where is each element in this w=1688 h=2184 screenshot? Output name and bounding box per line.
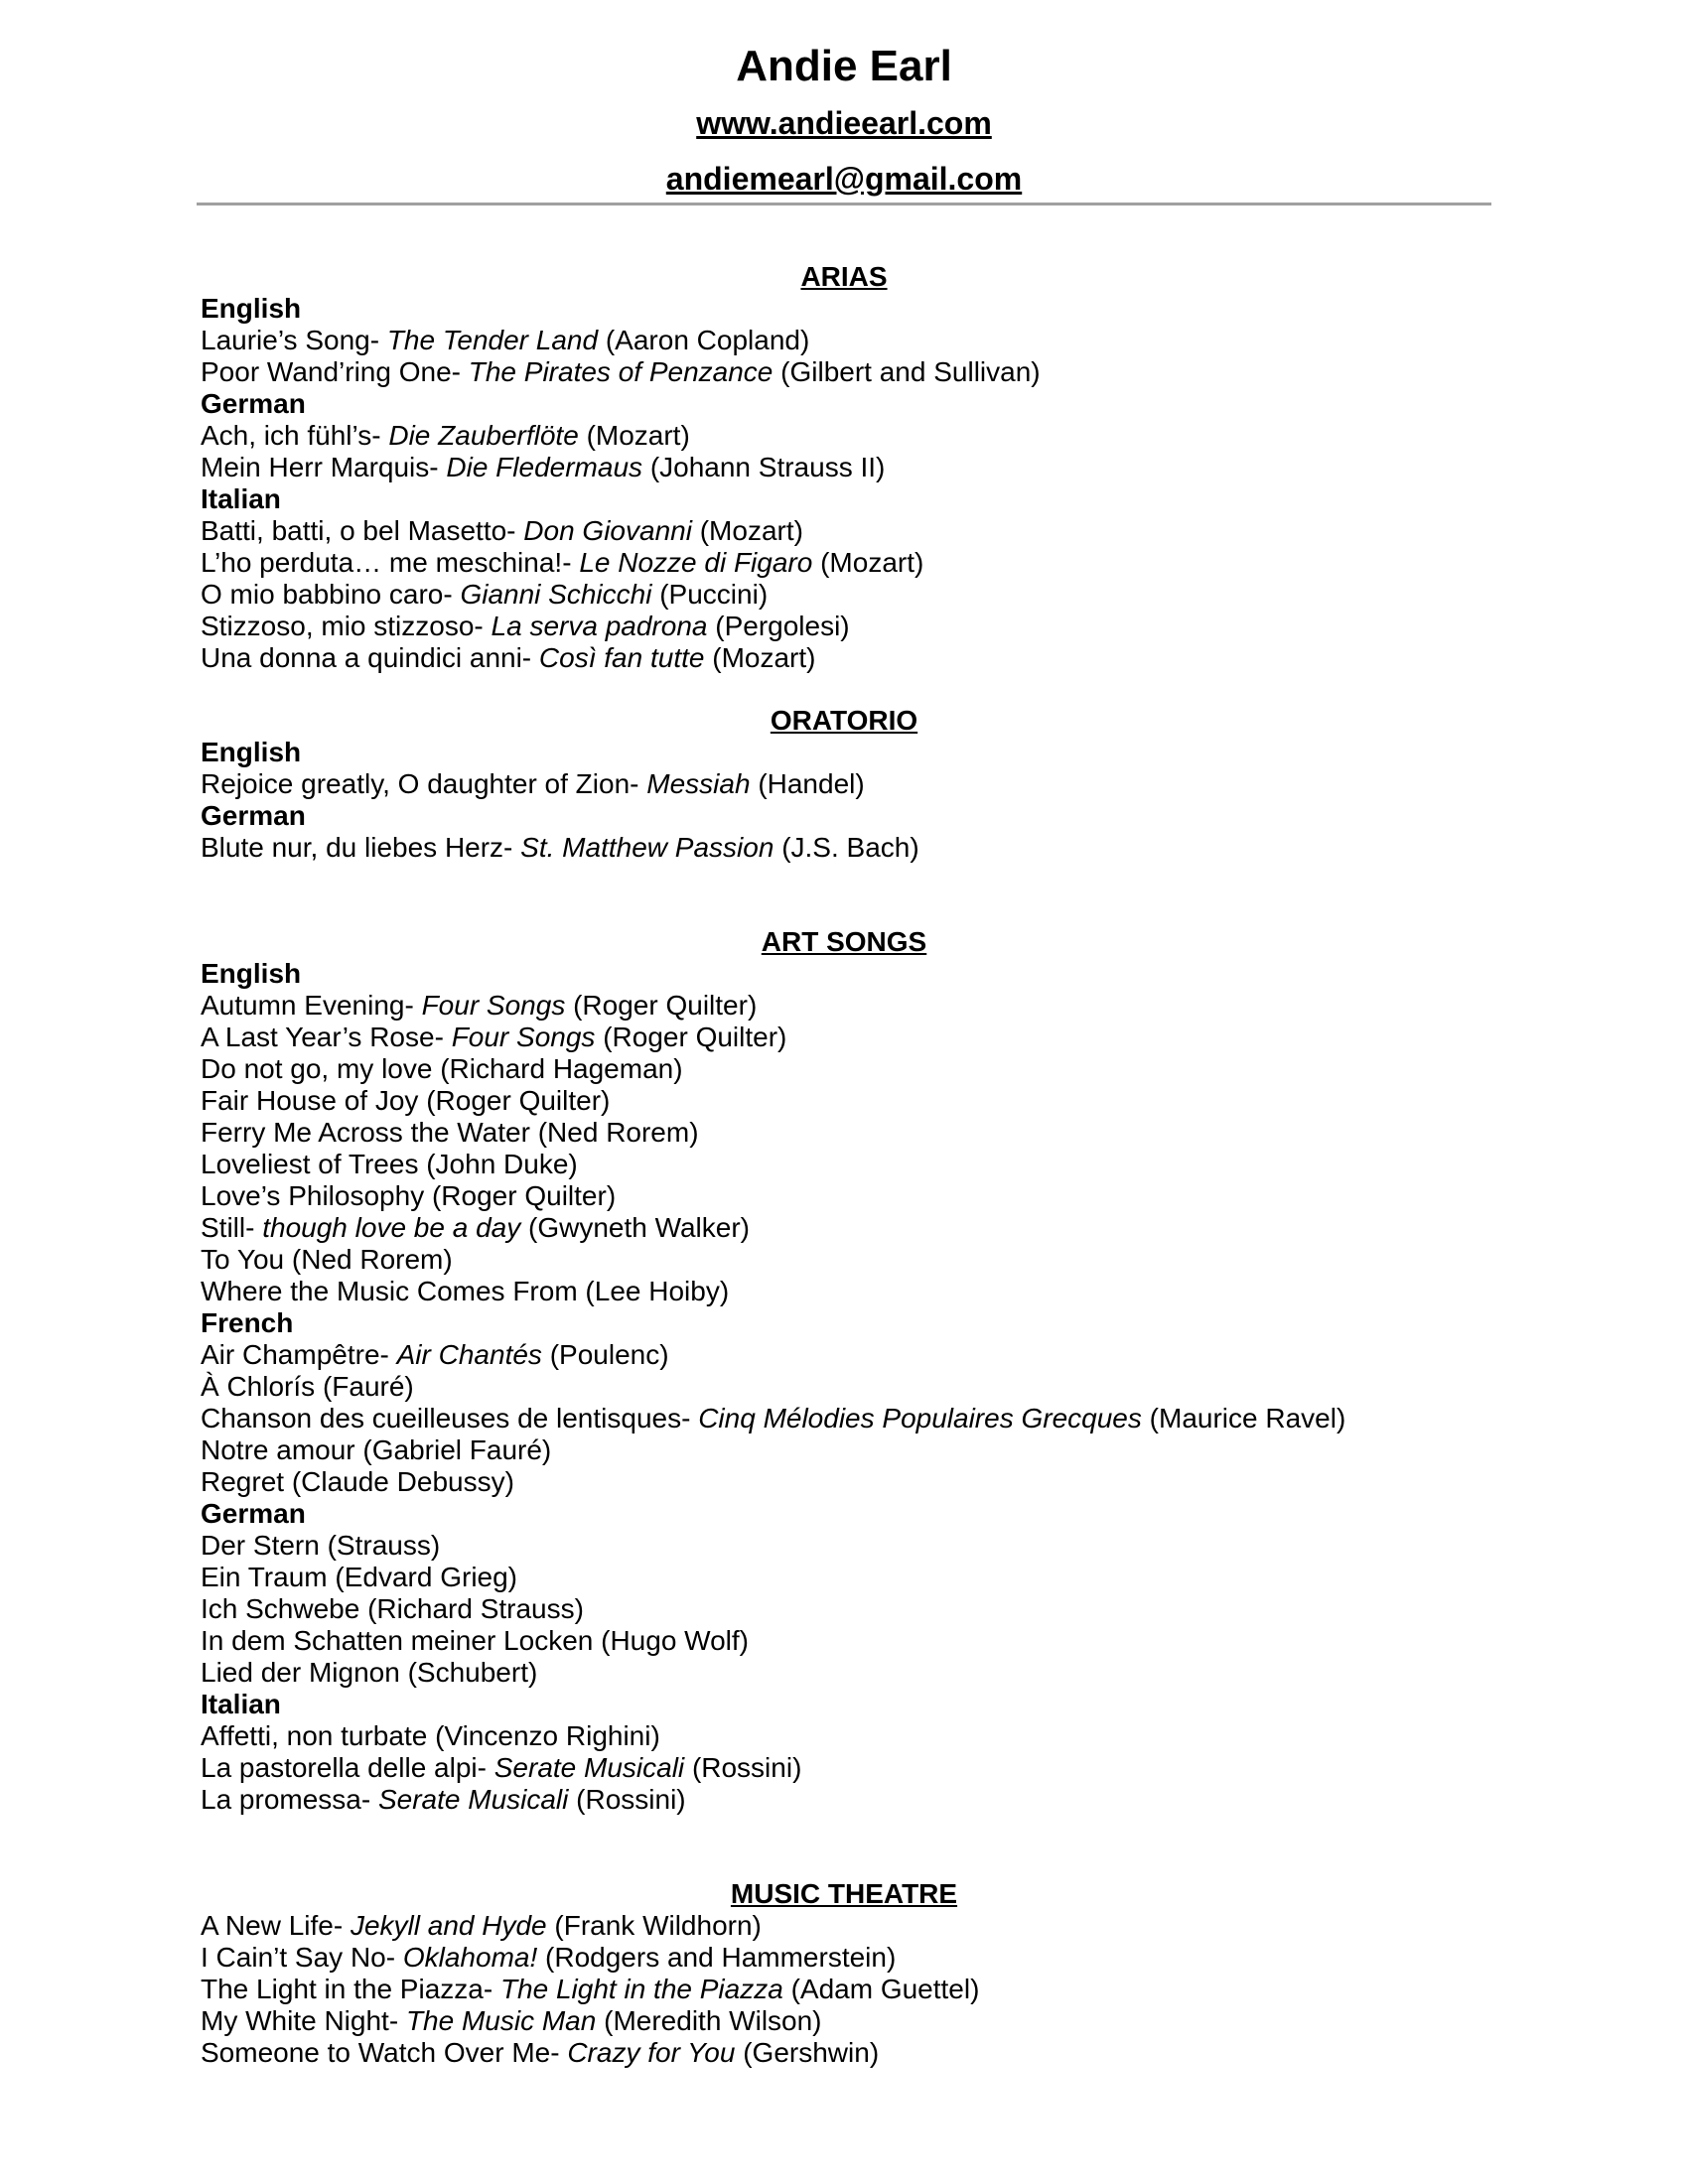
repertoire-entry (201, 1149, 1491, 1180)
work-title: Jekyll and Hyde (350, 1910, 547, 1941)
piece-title: In dem Schatten meiner Locken (201, 1625, 594, 1656)
work-title: Die Zauberflöte (388, 420, 579, 451)
composer: (Johann Strauss II) (649, 452, 886, 482)
piece-title: L’ho perduta… me meschina!- (201, 547, 572, 578)
piece-title: Poor Wand’ring One- (201, 356, 461, 387)
repertoire-entry (201, 1085, 1491, 1117)
website-link[interactable]: www.andieearl.com (696, 105, 992, 141)
piece-title: Someone to Watch Over Me- (201, 2037, 560, 2068)
repertoire-entry (201, 1053, 1491, 1085)
repertoire-entry (201, 1784, 1491, 1816)
repertoire-entry (201, 452, 1491, 483)
section-title: ORATORIO (770, 705, 918, 736)
composer: (Adam Guettel) (790, 1974, 980, 2004)
composer: (J.S. Bach) (781, 832, 919, 863)
piece-title: Ach, ich fühl’s- (201, 420, 381, 451)
composer: (Roger Quilter) (431, 1180, 617, 1211)
repertoire-entry (201, 1752, 1491, 1784)
work-title: Four Songs (451, 1022, 596, 1052)
piece-title: Fair House of Joy (201, 1085, 419, 1116)
composer: (Mozart) (586, 420, 690, 451)
piece-title: I Cain’t Say No- (201, 1942, 396, 1973)
repertoire-entry (201, 611, 1491, 642)
composer: (Aaron Copland) (605, 325, 810, 355)
piece-title: Regret (201, 1466, 285, 1497)
piece-title: O mio babbino caro- (201, 579, 453, 610)
composer: (Mozart) (699, 515, 803, 546)
piece-title: The Light in the Piazza- (201, 1974, 493, 2004)
composer: (Edvard Grieg) (335, 1562, 518, 1592)
repertoire-entry (201, 1180, 1491, 1212)
repertoire-entry (201, 579, 1491, 611)
repertoire-entry (201, 1720, 1491, 1752)
section-spacer (201, 1816, 1491, 1878)
piece-title: Still- (201, 1212, 255, 1243)
language-heading: Italian (201, 1689, 281, 1719)
composer: (Meredith Wilson) (604, 2005, 822, 2036)
composer: (Strauss) (327, 1530, 441, 1561)
repertoire-entry (201, 515, 1491, 547)
composer: (Handel) (758, 768, 865, 799)
work-title: St. Matthew Passion (520, 832, 774, 863)
composer: (Schubert) (407, 1657, 538, 1688)
piece-title: Batti, batti, o bel Masetto- (201, 515, 516, 546)
work-title: Gianni Schicchi (460, 579, 652, 610)
composer: (Maurice Ravel) (1149, 1403, 1346, 1433)
repertoire-entry (201, 1434, 1491, 1466)
email-link[interactable]: andiemearl@gmail.com (665, 161, 1023, 197)
section-title: ART SONGS (761, 926, 927, 957)
composer: (Rossini) (691, 1752, 802, 1783)
piece-title: Der Stern (201, 1530, 320, 1561)
composer: (Gabriel Fauré) (362, 1434, 552, 1465)
repertoire-entry (201, 1244, 1491, 1276)
repertoire-entry (201, 420, 1491, 452)
piece-title: La pastorella delle alpi- (201, 1752, 487, 1783)
piece-title: Lied der Mignon (201, 1657, 400, 1688)
section-spacer (201, 864, 1491, 926)
repertoire-entry (201, 1371, 1491, 1403)
work-title: Così fan tutte (538, 642, 705, 673)
work-title: Messiah (646, 768, 751, 799)
language-heading: Italian (201, 483, 281, 514)
repertoire-entry (201, 2005, 1491, 2037)
work-title: Crazy for You (567, 2037, 736, 2068)
work-title: Don Giovanni (523, 515, 692, 546)
composer: (Gilbert and Sullivan) (780, 356, 1041, 387)
repertoire-entry (201, 325, 1491, 356)
repertoire-entry (201, 1910, 1491, 1942)
work-title: Air Chantés (396, 1339, 542, 1370)
composer: (Frank Wildhorn) (554, 1910, 762, 1941)
composer: (Pergolesi) (715, 611, 850, 641)
repertoire-entry (201, 1593, 1491, 1625)
repertoire-entry (201, 1339, 1491, 1371)
composer: (Richard Hageman) (440, 1053, 683, 1084)
repertoire-entry (201, 1625, 1491, 1657)
piece-title: Do not go, my love (201, 1053, 433, 1084)
composer: (John Duke) (426, 1149, 578, 1179)
composer: (Lee Hoiby) (585, 1276, 730, 1306)
composer: (Mozart) (712, 642, 816, 673)
piece-title: Love’s Philosophy (201, 1180, 425, 1211)
repertoire-list (201, 261, 1491, 2069)
repertoire-entry (201, 1022, 1491, 1053)
composer: (Richard Strauss) (367, 1593, 584, 1624)
language-heading: English (201, 737, 302, 767)
work-title: though love be a day (262, 1212, 521, 1243)
language-heading: English (201, 958, 302, 989)
composer: (Roger Quilter) (573, 990, 758, 1021)
piece-title: Ein Traum (201, 1562, 328, 1592)
composer: (Claude Debussy) (291, 1466, 514, 1497)
resume-header (0, 38, 1688, 206)
piece-title: Rejoice greatly, O daughter of Zion- (201, 768, 639, 799)
composer: (Gershwin) (743, 2037, 880, 2068)
composer: (Rodgers and Hammerstein) (545, 1942, 897, 1973)
piece-title: Air Champêtre- (201, 1339, 389, 1370)
language-heading: German (201, 1498, 306, 1529)
repertoire-entry (201, 1562, 1491, 1593)
piece-title: Notre amour (201, 1434, 355, 1465)
work-title: La serva padrona (491, 611, 708, 641)
performer-name: Andie Earl (736, 42, 952, 90)
composer: (Ned Rorem) (537, 1117, 699, 1148)
work-title: Oklahoma! (402, 1942, 538, 1973)
repertoire-entry (201, 1212, 1491, 1244)
piece-title: Una donna a quindici anni- (201, 642, 532, 673)
piece-title: A Last Year’s Rose- (201, 1022, 444, 1052)
repertoire-entry (201, 1974, 1491, 2005)
composer: (Poulenc) (549, 1339, 669, 1370)
repertoire-entry (201, 1657, 1491, 1689)
language-heading: French (201, 1307, 294, 1338)
repertoire-entry (201, 642, 1491, 674)
repertoire-entry (201, 832, 1491, 864)
work-title: Cinq Mélodies Populaires Grecques (698, 1403, 1142, 1433)
piece-title: Laurie’s Song- (201, 325, 380, 355)
piece-title: La promessa- (201, 1784, 371, 1815)
header-divider (197, 203, 1491, 205)
section-title: ARIAS (800, 261, 888, 292)
repertoire-entry (201, 768, 1491, 800)
piece-title: To You (201, 1244, 285, 1275)
composer: (Fauré) (322, 1371, 414, 1402)
language-heading: English (201, 293, 302, 324)
work-title: The Light in the Piazza (499, 1974, 783, 2004)
piece-title: Where the Music Comes From (201, 1276, 578, 1306)
composer: (Gwyneth Walker) (528, 1212, 751, 1243)
repertoire-entry (201, 1403, 1491, 1434)
repertoire-entry (201, 2037, 1491, 2069)
language-heading: German (201, 800, 306, 831)
composer: (Mozart) (820, 547, 924, 578)
piece-title: Autumn Evening- (201, 990, 414, 1021)
work-title: Serate Musicali (377, 1784, 569, 1815)
work-title: Serate Musicali (493, 1752, 685, 1783)
piece-title: Ich Schwebe (201, 1593, 360, 1624)
language-heading: German (201, 388, 306, 419)
composer: (Ned Rorem) (291, 1244, 453, 1275)
section-spacer (201, 674, 1491, 705)
section-title: MUSIC THEATRE (730, 1878, 958, 1909)
piece-title: Loveliest of Trees (201, 1149, 419, 1179)
work-title: The Tender Land (386, 325, 599, 355)
work-title: The Music Man (405, 2005, 597, 2036)
composer: (Rossini) (576, 1784, 686, 1815)
work-title: The Pirates of Penzance (468, 356, 774, 387)
piece-title: Ferry Me Across the Water (201, 1117, 530, 1148)
work-title: Le Nozze di Figaro (579, 547, 813, 578)
composer: (Roger Quilter) (603, 1022, 787, 1052)
piece-title: Affetti, non turbate (201, 1720, 428, 1751)
composer: (Puccini) (659, 579, 769, 610)
repertoire-entry (201, 1942, 1491, 1974)
piece-title: Stizzoso, mio stizzoso- (201, 611, 484, 641)
work-title: Die Fledermaus (446, 452, 643, 482)
repertoire-entry (201, 990, 1491, 1022)
repertoire-entry (201, 356, 1491, 388)
repertoire-entry (201, 1117, 1491, 1149)
composer: (Roger Quilter) (426, 1085, 611, 1116)
repertoire-entry (201, 1530, 1491, 1562)
piece-title: Chanson des cueilleuses de lentisques- (201, 1403, 691, 1433)
composer: (Hugo Wolf) (601, 1625, 749, 1656)
piece-title: Blute nur, du liebes Herz- (201, 832, 513, 863)
repertoire-entry (201, 1276, 1491, 1307)
piece-title: À Chlorís (201, 1371, 316, 1402)
work-title: Four Songs (421, 990, 566, 1021)
piece-title: Mein Herr Marquis- (201, 452, 439, 482)
repertoire-entry (201, 547, 1491, 579)
repertoire-entry (201, 1466, 1491, 1498)
piece-title: A New Life- (201, 1910, 344, 1941)
piece-title: My White Night- (201, 2005, 399, 2036)
composer: (Vincenzo Righini) (435, 1720, 660, 1751)
